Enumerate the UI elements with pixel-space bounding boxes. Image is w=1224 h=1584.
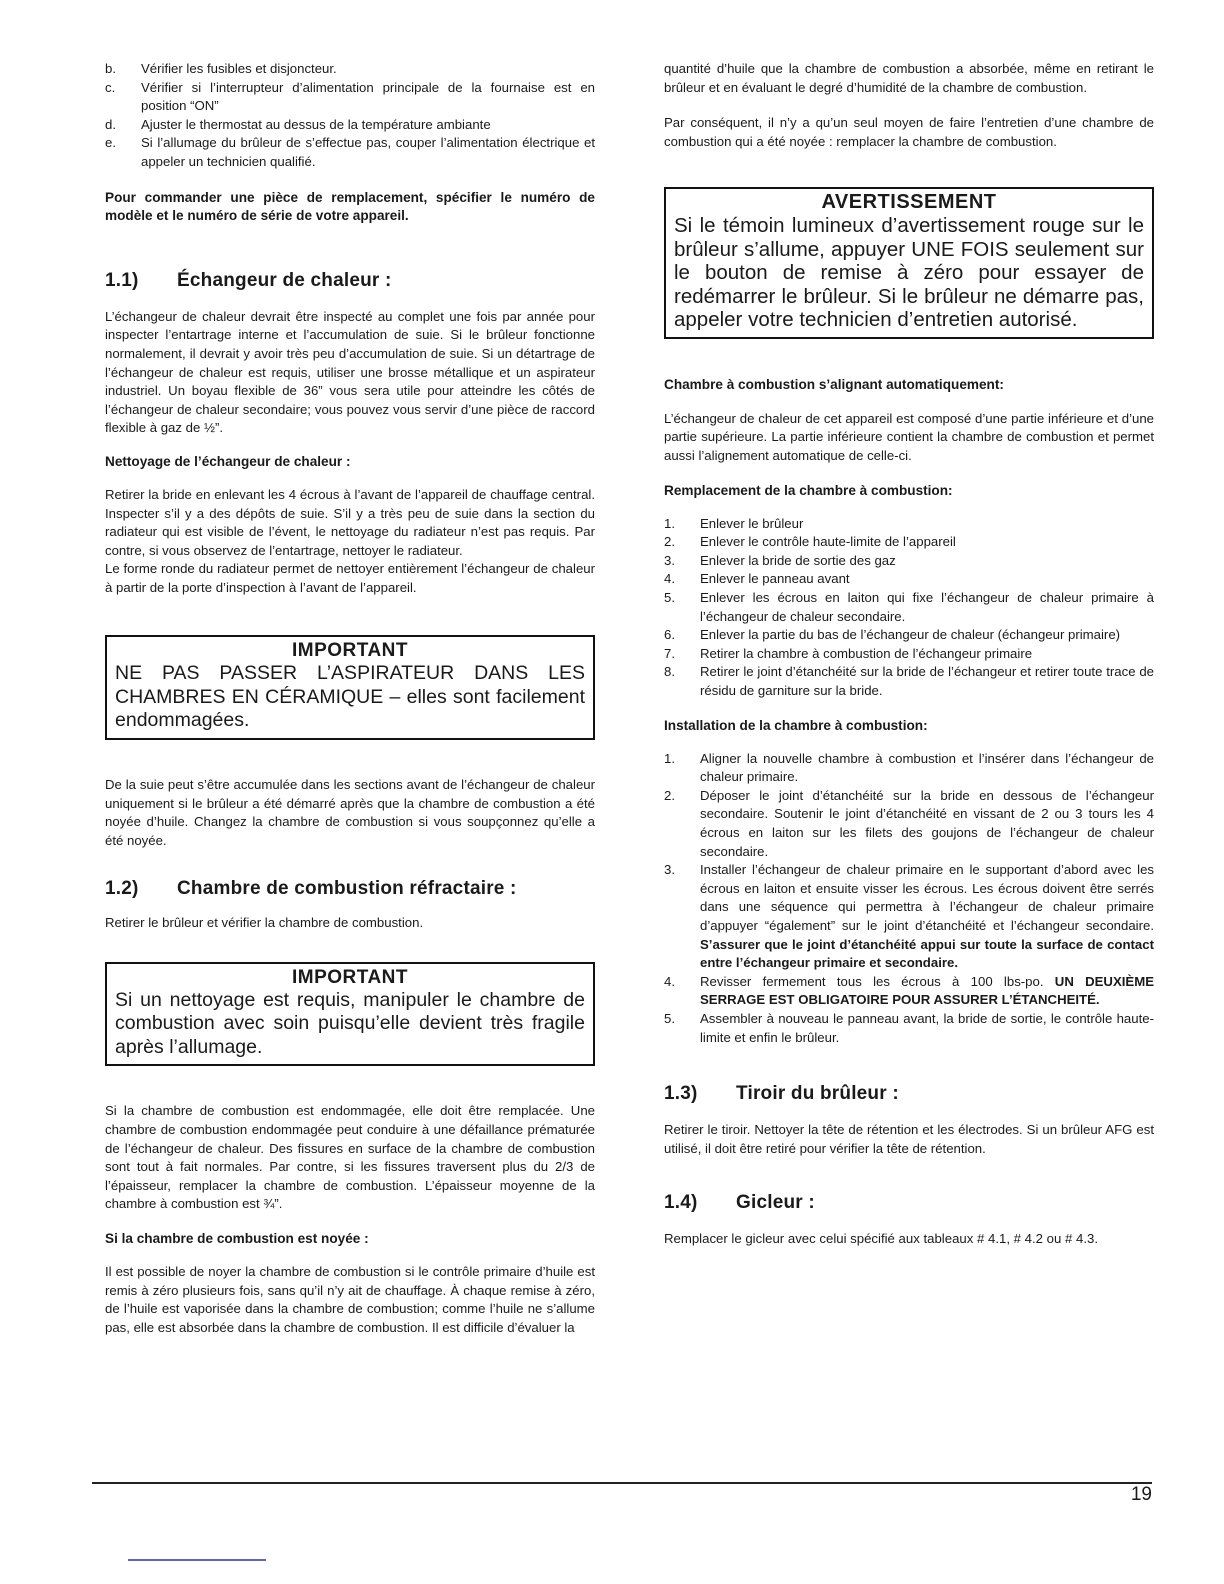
list-item: 2. Enlever le contrôle haute-limite de l’appareil [664,534,956,550]
list-item: 5. Enlever les écrous en laiton qui fixe l’échangeur de chaleur primaire à l’échangeur de chaleur secondaire. [664,590,1154,624]
page-number: 19 [1130,1484,1152,1505]
heat-exchanger-paragraph: L’échangeur de chaleur devrait être inspecté au complet une fois par année pour inspecter l’entartrage interne et l’accumulation de suie. Si le brûleur fonctionne normalement, il devrait y avoir très peu d’accumulation de suie. Si un détartrage de l’échangeur de chaleur est requis, utiliser une brosse métallique et un aspirateur industriel. Un boyau flexible de 36” vous sera utile pour atteindre les côtés de l’échangeur de chaleur secondaire; vous pouvez vous servir d’une pièce de raccord flexible à gaz de ½”. [105,308,595,436]
cleaning-paragraph: Retirer la bride en enlevant les 4 écrous à l’avant de l’appareil de chauffage central. Inspecter s’il y a des dépôts de suie. S’il y a très peu de suie dans la section du radiateur qui est visible de l’évent, le nettoyage du radiateur n’est pas requis. Par contre, si vous observez de l’entartrage, nettoyer le radiateur. [105,486,595,558]
list-item: 4. Enlever le panneau avant [664,571,850,587]
warning-text: Si le témoin lumineux d’avertissement rouge sur le brûleur s’allume, appuyer UNE FOIS seulement sur le bouton de remise à zéro pour essayer de redémarrer le brûleur. Si le brûleur ne démarre pas, appeler votre technicien d’entretien autorisé. [674,214,1144,332]
consequence-paragraph: Par conséquent, il n’y a qu’un seul moyen de faire l’entretien d’une chambre de combustion qui a été noyée : remplacer la chambre de combustion. [664,115,1154,149]
left-column [105,60,595,1337]
install-heading: Installation de la chambre à combustion: [664,717,928,733]
replace-steps [664,515,1154,701]
self-align-paragraph: L’échangeur de chaleur de cet appareil est composé d’une partie inférieure et d’une partie supérieure. La partie inférieure contient la chambre de combustion et permet aussi l’alignement automatique de celle-ci. [664,410,1154,464]
warning-title: AVERTISSEMENT [821,191,997,214]
list-item: 7. Retirer la chambre à combustion de l’échangeur primaire [664,645,1033,661]
list-item: 1. Aligner la nouvelle chambre à combustion et l’insérer dans l’échangeur de chaleur primaire. [664,750,1154,785]
list-item: e. Si l’allumage du brûleur de s’effectue pas, couper l’alimentation électrique et appeler un technicien qualifié. [105,135,595,169]
list-item: d. Ajuster le thermostat au dessus de la température ambiante [105,116,491,132]
footer-divider [92,1482,1152,1484]
list-item: 8. Retirer le joint d’étanchéité sur la bride de l’échangeur et retirer toute trace de résidu de garniture sur la bride. [664,664,1154,698]
burner-drawer-paragraph: Retirer le tiroir. Nettoyer la tête de rétention et les électrodes. Si un brûleur AFG est utilisé, il doit être retiré pour vérifier la tête de rétention. [664,1122,1154,1156]
cleaning-paragraph-2: Le forme ronde du radiateur permet de nettoyer entièrement l’échangeur de chaleur à partir de la porte d’inspection à l’avant de l’appareil. [105,561,595,595]
cleaning-heading: Nettoyage de l’échangeur de chaleur : [105,453,351,469]
replace-heading: Remplacement de la chambre à combustion: [664,482,953,498]
damage-paragraph: Si la chambre de combustion est endommagée, elle doit être remplacée. Une chambre de combustion endommagée peut conduire à une défaillance prématurée de l’échangeur de chaleur. Des fissures en surface de la chambre de combustion sont tout à fait normales. Par contre, si les fissures traversent plus du 2/3 de l’épaisseur, remplacer la chambre de combustion. L’épaisseur moyenne de la chambre à combustion est ¾”. [105,1103,595,1212]
section-heading-1-3: 1.3) Tiroir du brûleur : [664,1083,899,1105]
continued-paragraph: quantité d’huile que la chambre de combustion a absorbée, même en retirant le brûleur et en évaluant le degré d’humidité de la chambre de combustion. [664,61,1154,95]
list-item: c. Vérifier si l’interrupteur d’alimentation principale de la fournaise est en position “ON” [105,79,595,114]
nozzle-paragraph: Remplacer le gicleur avec celui spécifié aux tableaux # 4.1, # 4.2 ou # 4.3. [664,1231,1098,1247]
important-box [105,635,595,740]
list-item: 6. Enlever la partie du bas de l’échangeur de chaleur (échangeur primaire) [664,627,1121,643]
flooded-paragraph: Il est possible de noyer la chambre de combustion si le contrôle primaire d’huile est remis à zéro plusieurs fois, sans qu’il n’y ait de chauffage. À chaque remise à zéro, de l’huile est vaporisée dans la chambre de combustion; comme l’huile ne s’allume pas, elle est absorbée dans la chambre de combustion. Il est difficile d’évaluer la [105,1264,595,1335]
list-item: 5. Assembler à nouveau le panneau avant, la bride de sortie, le contrôle haute-limite et enfin le brûleur. [664,1010,1154,1045]
right-column [664,60,1154,1249]
troubleshoot-steps [105,60,595,172]
important-title-2: IMPORTANT [291,966,409,988]
list-item: 4. Revisser fermement tous les écrous à 100 lbs-po. UN DEUXIÈME SERRAGE EST OBLIGATOIRE POUR ASSURER L’ÉTANCHEITÉ. [664,973,1154,1008]
install-steps [664,750,1154,1048]
list-item: 3. Installer l’échangeur de chaleur primaire en le supportant d’abord avec les écrous en laiton et ensuite visser les écrous. Les écrous doivent être serrés dans une séquence qui permettra à l’échangeur de chaleur primaire d’appuyer “également” sur le joint d’étanchéité et l’échangeur secondaire. S’assurer que le joint d’étanchéité appui sur toute la surface de contact entre l’échangeur primaire et secondaire. [664,862,1154,971]
flooded-heading: Si la chambre de combustion est noyée : [105,1231,369,1246]
scan-edge-mark [128,1559,266,1561]
refractory-paragraph: Retirer le brûleur et vérifier la chambre de combustion. [105,915,424,931]
list-item: 2. Déposer le joint d’étanchéité sur la bride en dessous de l’échangeur secondaire. Soutenir le joint d’étanchéité en vissant de 2 ou 3 tours les 4 écrous en laiton sur les filets des goujons de l’échangeur de chaleur secondaire. [664,787,1154,859]
order-note: Pour commander une pièce de remplacement, spécifier le numéro de modèle et le numéro de série de votre appareil. [105,189,595,224]
warning-box [664,187,1154,339]
important-text-2: Si un nettoyage est requis, manipuler le chambre de combustion avec soin puisqu’elle devient très fragile après l’allumage. [115,988,585,1058]
section-heading-1-4: 1.4) Gicleur : [664,1192,815,1214]
list-item: 3. Enlever la bride de sortie des gaz [664,552,896,568]
soot-paragraph: De la suie peut s’être accumulée dans les sections avant de l’échangeur de chaleur uniquement si le brûleur a été démarré après que la chambre de combustion a été noyée d’huile. Changez la chambre de combustion si vous soupçonnez qu’elle a été noyée. [105,776,595,848]
important-box-2 [105,962,595,1067]
section-heading-1-1: 1.1) Échangeur de chaleur : [105,269,392,291]
list-item: b. Vérifier les fusibles et disjoncteur. [105,61,337,76]
self-align-heading: Chambre à combustion s’alignant automatiquement: [664,376,1004,392]
important-text: NE PAS PASSER L’ASPIRATEUR DANS LES CHAMBRES EN CÉRAMIQUE – elles sont facilement endommagées. [115,662,585,732]
section-heading-1-2: 1.2) Chambre de combustion réfractaire : [105,878,517,900]
list-item: 1. Enlever le brûleur [664,515,804,531]
important-title: IMPORTANT [291,640,409,662]
